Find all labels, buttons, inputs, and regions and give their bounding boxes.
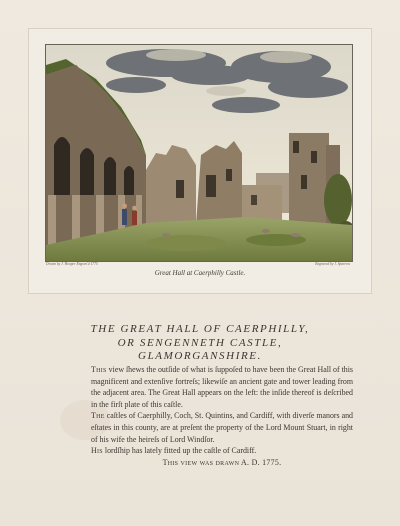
title-line-1: THE GREAT HALL OF CAERPHILLY, [90,323,310,335]
paragraph-1 [91,364,353,410]
description-text [91,364,353,468]
paragraph-text: lordſhip has lately fitted up the caſtle of Cardiff. [102,446,257,456]
title-line-2: OR SENGENNETH CASTLE, [117,336,283,349]
artist-credit: Drawn by J. Hooper Engrav'd 1775 [46,262,98,266]
paragraph-lead: The [91,411,105,421]
page-title [0,323,400,364]
title-line-3: GLAMORGANSHIRE. [138,350,262,362]
paragraph-2 [91,410,353,445]
date-line: This view was drawn A. D. 1775. [162,457,282,467]
paragraph-text: caſtles of Caerphilly, Coch, St. Quintins, and Cardiff, with diverſe manors and eſtates in this county, are at preſent the property of the Lord Mount Stuart, in right of his wife the heireſs of Lord Windſor. [91,411,353,444]
plate-caption: Great Hall at Caerphilly Castle. [154,269,246,277]
engraver-credit: Engraved by J. Sparrow [315,262,350,266]
engraving-image [45,44,353,262]
paragraph-lead: His [91,446,103,456]
paragraph-text: view ſhews the outſide of what is ſuppoſed to have been the Great Hall of this magnificent and extenſive fortreſs; likewiſe an ancient gate and tower leading from the adjacent area. The Great Hall appears on the left: the inſide thereof is deſcribed in the firſt plate of this caſtle. [91,365,354,409]
paragraph-3 [91,445,353,457]
paragraph-lead: This [91,365,107,374]
